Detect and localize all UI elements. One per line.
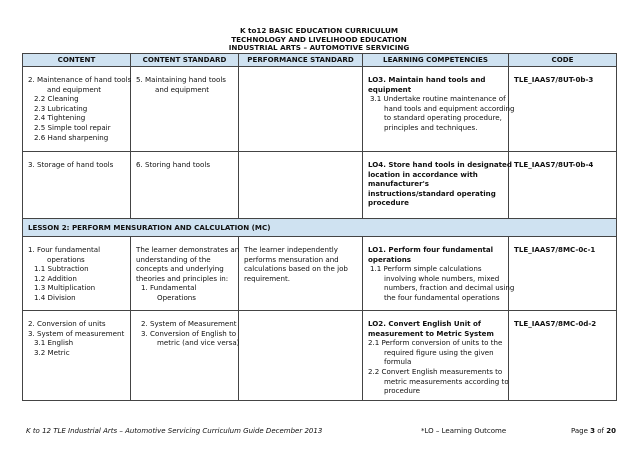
competency-title-line: LO2. Convert English Unit of — [368, 319, 481, 328]
document-header — [0, 27, 638, 53]
content-line: 3.1 English — [34, 338, 74, 348]
competency-item-line: hand tools and equipment according — [384, 103, 515, 113]
page-label: Page — [570, 427, 588, 435]
column-header-content: CONTENT — [23, 54, 131, 67]
performance-standard-line: The learner independently — [244, 245, 338, 254]
performance-standard-cell — [239, 152, 363, 219]
content-standard-cell — [131, 152, 239, 219]
page-footer — [26, 427, 616, 439]
content-standard-cell — [131, 237, 239, 311]
content-line: 1.3 Multiplication — [34, 283, 96, 293]
learning-competency-cell — [363, 311, 509, 401]
competency-item-line: the four fundamental operations — [384, 292, 500, 302]
table-header-row — [23, 54, 617, 67]
competency-item-line: procedure — [384, 386, 420, 396]
footer-legend: *LO – Learning Outcome — [421, 427, 507, 435]
content-line: operations — [47, 254, 85, 264]
page-of-label: of — [597, 427, 605, 435]
learning-competency-cell — [363, 152, 512, 219]
learning-competency-cell — [363, 67, 515, 152]
content-line: 2.3 Lubricating — [34, 103, 88, 113]
content-standard-line: and equipment — [155, 84, 209, 94]
content-standard-line: 2. System of Measurement — [141, 319, 237, 328]
competency-item-line: formula — [384, 357, 412, 367]
code-cell: TLE_IAAS7/8MC-0d-2 — [509, 311, 617, 401]
content-standard-line: 3. Conversion of English to — [141, 328, 237, 338]
competency-title-line: LO4. Store hand tools in designated — [368, 160, 512, 169]
content-standard-line: 5. Maintaining hand tools — [136, 75, 227, 84]
content-standard-line: Operations — [157, 292, 196, 302]
performance-standard-line: calculations based on the job — [244, 264, 348, 274]
table-row — [23, 237, 617, 311]
footer-document-title: K to 12 TLE Industrial Arts – Automotive Servicing Curriculum Guide December 2013 — [26, 427, 323, 435]
table-row — [23, 152, 617, 219]
competency-item-line: 2.1 Perform conversion of units to the — [368, 338, 503, 348]
code-cell: TLE_IAAS7/8UT-0b-4 — [509, 152, 617, 219]
header-line-1: K to12 BASIC EDUCATION CURRICULUM — [239, 26, 399, 35]
content-line: 3. Storage of hand tools — [28, 160, 114, 169]
content-line: 1.1 Subtraction — [34, 264, 89, 274]
competency-item-line: 2.2 Convert English measurements to — [368, 366, 503, 376]
content-line: 1.4 Division — [34, 292, 76, 302]
column-header-code: CODE — [509, 54, 617, 67]
competency-item-line: numbers, fraction and decimal using — [384, 283, 515, 293]
column-header-learning-competencies: LEARNING COMPETENCIES — [363, 54, 509, 67]
content-cell — [23, 311, 131, 401]
curriculum-table — [22, 53, 617, 401]
competency-item-line: required figure using the given — [384, 347, 494, 357]
code-cell: TLE_IAAS7/8UT-0b-3 — [509, 67, 617, 152]
content-standard-line: concepts and underlying — [136, 264, 224, 274]
lesson-section-row — [23, 219, 617, 237]
competency-title-line: procedure — [368, 198, 409, 208]
content-line: 2.2 Cleaning — [34, 94, 79, 104]
content-standard-line: 1. Fundamental — [141, 283, 197, 293]
competency-title-line: operations — [368, 254, 412, 264]
content-standard-cell — [131, 67, 239, 152]
competency-title-line: LO3. Maintain hand tools and — [368, 75, 486, 84]
page-total: 20 — [606, 427, 616, 435]
content-standard-line: theories and principles in: — [136, 273, 229, 283]
content-cell — [23, 67, 131, 152]
content-line: 2.6 Hand sharpening — [34, 132, 109, 142]
column-header-performance-standard: PERFORMANCE STANDARD — [239, 54, 363, 67]
page-current: 3 — [590, 427, 596, 435]
learning-competency-cell — [363, 237, 515, 311]
content-standard-line: 6. Storing hand tools — [136, 160, 211, 169]
content-standard-line: understanding of the — [136, 254, 211, 264]
content-line: and equipment — [47, 84, 101, 94]
content-line: 2.5 Simple tool repair — [34, 122, 111, 132]
performance-standard-line: requirement. — [244, 273, 291, 283]
content-standard-line: The learner demonstrates an — [136, 245, 240, 254]
content-line: 2. Conversion of units — [28, 319, 106, 328]
competency-item-line: metric measurements according to — [384, 376, 509, 386]
performance-standard-cell — [239, 311, 363, 401]
table-row — [23, 311, 617, 401]
lesson-section-title: LESSON 2: PERFORM MENSURATION AND CALCULATION (MC) — [23, 219, 617, 237]
content-line: 1.2 Addition — [34, 273, 77, 283]
content-line: 2. Maintenance of hand tools — [28, 75, 132, 84]
content-cell — [23, 237, 131, 311]
content-cell — [23, 152, 131, 219]
table-row — [23, 67, 617, 152]
code-cell: TLE_IAAS7/8MC-0c-1 — [509, 237, 617, 311]
content-line: 1. Four fundamental — [28, 245, 101, 254]
competency-title-line: equipment — [368, 84, 412, 94]
performance-standard-line: performs mensuration and — [244, 254, 339, 264]
competency-title-line: instructions/standard operating — [368, 188, 496, 198]
competency-item-line: 3.1 Undertake routine maintenance of — [370, 94, 506, 104]
competency-item-line: involving whole numbers, mixed — [384, 273, 500, 283]
competency-item-line: 1.1 Perform simple calculations — [370, 264, 482, 274]
header-line-2: TECHNOLOGY AND LIVELIHOOD EDUCATION — [231, 34, 407, 44]
competency-title-line: measurement to Metric System — [368, 328, 494, 338]
column-header-content-standard: CONTENT STANDARD — [131, 54, 239, 67]
competency-title-line: manufacturer's — [368, 179, 430, 189]
header-line-3: INDUSTRIAL ARTS – AUTOMOTIVE SERVICING — [228, 43, 410, 53]
competency-title-line: LO1. Perform four fundamental — [368, 245, 494, 254]
performance-standard-cell — [239, 237, 363, 311]
competency-item-line: principles and techniques. — [384, 122, 478, 132]
content-line: 3. System of measurement — [28, 328, 125, 338]
competency-item-line: to standard operating procedure, — [384, 113, 502, 123]
performance-standard-cell — [239, 67, 363, 152]
content-standard-line: metric (and vice versa) — [157, 338, 240, 348]
content-line: 3.2 Metric — [34, 347, 70, 357]
page-number — [571, 427, 616, 435]
competency-title-line: location in accordance with — [368, 169, 478, 179]
content-standard-cell — [131, 311, 239, 401]
content-line: 2.4 Tightening — [34, 113, 86, 123]
